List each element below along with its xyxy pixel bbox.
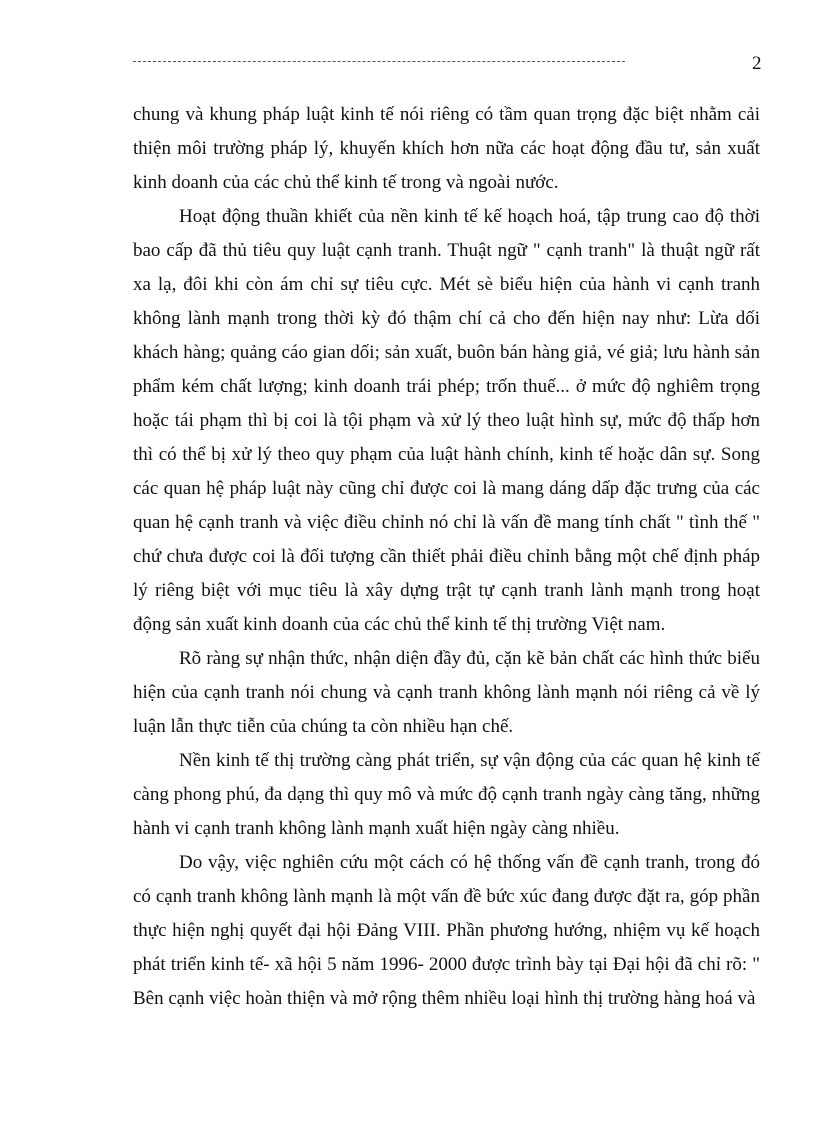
paragraph-research-need: Do vậy, việc nghiên cứu một cách có hệ thống vấn đề cạnh tranh, trong đó có cạnh tranh không lành mạnh là một vấn đề bức xúc đang được đặt ra, góp phần thực hiện nghị quyết đại hội Đảng VIII. Phần phương hướng, nhiệm vụ kế hoạch phát triển kinh tế- xã hội 5 năm 1996- 2000 được trình bày tại Đại hội đã chỉ rõ: " Bên cạnh việc hoàn thiện và mở rộng thêm nhiều loại hình thị trường hàng hoá và <box>133 852 760 1009</box>
paragraph-planned-economy: Hoạt động thuần khiết của nền kinh tế kế hoạch hoá, tập trung cao độ thời bao cấp đã thủ tiêu quy luật cạnh tranh. Thuật ngữ " cạnh tranh" là thuật ngữ rất xa lạ, đôi khi còn ám chỉ sự tiêu cực. Mét sè biểu hiện của hành vi cạnh tranh không lành mạnh trong thời kỳ đó thậm chí cả cho đến hiện nay như: Lừa dối khách hàng; quảng cáo gian dối; sản xuất, buôn bán hàng giả, vé giả; lưu hành sản phẩm kém chất lượng; kinh doanh trái phép; trốn thuế... ở mức độ nghiêm trọng hoặc tái phạm thì bị coi là tội phạm và xử lý theo luật hình sự, mức độ thấp hơn thì có thể bị xử lý theo quy phạm của luật hành chính, kinh tế hoặc dân sự. Song các quan hệ pháp luật này cũng chỉ được coi là mang dáng dấp đặc trưng của các quan hệ cạnh tranh và việc điều chỉnh nó chỉ là vấn đề mang tính chất " tình thế " chứ chưa được coi là đối tượng cần thiết phải điều chỉnh bằng một chế định pháp lý riêng biệt với mục tiêu là xây dựng trật tự cạnh tranh lành mạnh trong hoạt động sản xuất kinh doanh của các chủ thể kinh tế thị trường Việt nam. <box>133 206 760 635</box>
page-number: 2 <box>752 53 762 74</box>
header-rule <box>133 61 625 62</box>
paragraph-market-development: Nền kinh tế thị trường càng phát triển, sự vận động của các quan hệ kinh tế càng phong phú, đa dạng thì quy mô và mức độ cạnh tranh ngày càng tăng, những hành vi cạnh tranh không lành mạnh xuất hiện ngày càng nhiều. <box>133 750 760 839</box>
paragraph-awareness: Rõ ràng sự nhận thức, nhận diện đầy đủ, cặn kẽ bản chất các hình thức biểu hiện của cạnh tranh nói chung và cạnh tranh không lành mạnh nói riêng cả về lý luận lẫn thực tiễn của chúng ta còn nhiều hạn chế. <box>133 648 760 737</box>
paragraph-continuation: chung và khung pháp luật kinh tế nói riêng có tầm quan trọng đặc biệt nhằm cải thiện môi trường pháp lý, khuyến khích hơn nữa các hoạt động đầu tư, sản xuất kinh doanh của các chủ thể kinh tế trong và ngoài nước. <box>133 104 760 193</box>
body-text <box>133 98 760 1016</box>
